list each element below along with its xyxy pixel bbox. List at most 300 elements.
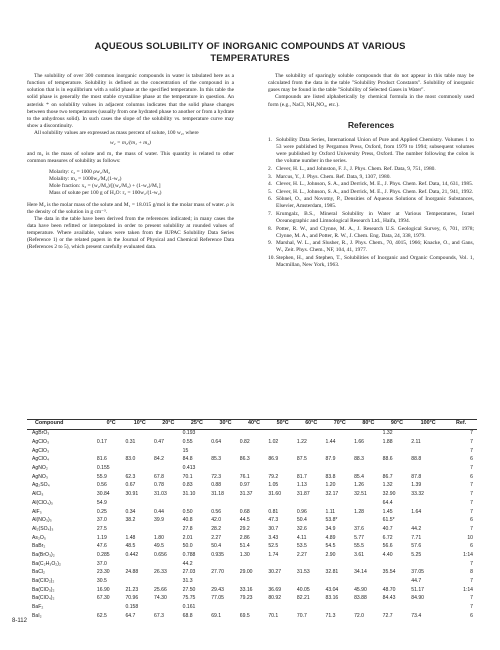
- solubility-cell: 23.30: [96, 569, 110, 576]
- solubility-cell: 42.0: [211, 517, 222, 524]
- solubility-cell: 70.1: [268, 612, 279, 619]
- solubility-cell: [183, 499, 212, 508]
- solubility-cell: 61.5*: [382, 517, 395, 524]
- table-row: [27, 542, 477, 551]
- solubility-cell: 53.5: [296, 543, 307, 550]
- reference-cell: 6: [470, 456, 473, 463]
- solubility-cell: [326, 603, 355, 612]
- solubility-cell: 27.70: [211, 569, 224, 576]
- solubility-cell: 55.9: [96, 473, 107, 480]
- solubility-cell: 28.2: [211, 525, 222, 532]
- solubility-cell: 1.05: [268, 482, 279, 489]
- solubility-cell: [154, 559, 183, 568]
- reference-item: 5. Clever, H. L., Johnson, S. A., and Derrick, M. E., J. Phys. Chem. Ref. Data, 21, 941, 1992.: [268, 188, 474, 195]
- reference-item: 7. Krumgalz, B.S., Mineral Solubility in Water at Various Temperatures, Israel Oceanographic and Limnological Research Ltd., Haifa, 1994.: [268, 210, 474, 224]
- solubility-cell: [411, 429, 445, 438]
- solubility-cell: 76.1: [239, 473, 250, 480]
- reference-cell: 6: [470, 473, 473, 480]
- solubility-cell: 80.92: [268, 595, 282, 602]
- solubility-cell: 48.70: [382, 586, 396, 593]
- solubility-cell: 69.1: [211, 612, 222, 619]
- solubility-cell: 62.3: [125, 473, 136, 480]
- solubility-cell: 88.8: [411, 456, 422, 463]
- solubility-cell: [240, 559, 269, 568]
- solubility-cell: 39.9: [154, 517, 164, 524]
- solubility-cell: 0.155: [96, 465, 110, 472]
- solubility-cell: 2.90: [325, 551, 336, 558]
- table-row: [27, 507, 477, 516]
- solubility-cell: 83.8: [325, 473, 336, 480]
- compound-cell: AgClO₃: [32, 439, 50, 446]
- compound-cell: Ag₂SO₄: [32, 482, 50, 489]
- table-row: [27, 464, 477, 473]
- solubility-cell: [383, 577, 412, 586]
- solubility-cell: 82.21: [296, 595, 310, 602]
- solubility-cell: 1.44: [325, 439, 336, 446]
- table-header-row: [27, 420, 477, 429]
- solubility-cell: [297, 603, 326, 612]
- solubility-cell: [268, 577, 297, 586]
- compound-cell: Al(NO₃)₃: [32, 517, 52, 524]
- solubility-cell: 29.2: [239, 525, 250, 532]
- reference-cell: 7: [470, 595, 473, 602]
- table-row: [27, 438, 477, 447]
- solubility-cell: 1.26: [354, 482, 364, 489]
- table-row: [27, 481, 477, 490]
- solubility-cell: [268, 446, 297, 455]
- solubility-cell: 40.7: [382, 525, 393, 532]
- solubility-cell: 1.74: [268, 551, 279, 558]
- solubility-cell: 31.18: [211, 491, 224, 498]
- solubility-cell: 1.11: [325, 508, 336, 515]
- solubility-cell: 34.9: [325, 525, 336, 532]
- solubility-cell: 67.3: [154, 612, 164, 619]
- solubility-cell: [297, 577, 326, 586]
- solubility-cell: 1.80: [154, 534, 164, 541]
- solubility-cell: 84.8: [182, 456, 193, 463]
- compound-cell: Al(ClO₄)₃: [32, 499, 53, 506]
- solubility-cell: 32.51: [354, 491, 367, 498]
- column-header: 100°C: [420, 420, 436, 426]
- solubility-cell: [354, 446, 383, 455]
- reference-cell: 7: [470, 447, 473, 454]
- reference-cell: 10: [467, 534, 473, 541]
- compound-cell: Ba(BrO₃)₂: [32, 551, 55, 558]
- solubility-cell: 4.11: [296, 534, 307, 541]
- compound-cell: AgBrO₃: [32, 430, 50, 437]
- solubility-cell: 0.68: [239, 508, 250, 515]
- reference-item: 3. Marcus, Y., J. Phys. Chem. Ref. Data, 9, 1307, 1980.: [268, 173, 391, 180]
- solubility-cell: 0.788: [182, 551, 196, 558]
- solubility-cell: 0.285: [96, 551, 110, 558]
- solubility-cell: 44.2: [182, 560, 193, 567]
- table-row: [27, 585, 477, 594]
- solubility-cell: 31.3: [182, 578, 193, 585]
- solubility-cell: 87.9: [325, 456, 336, 463]
- solubility-cell: 72.0: [354, 612, 364, 619]
- solubility-cell: [268, 464, 297, 473]
- solubility-cell: 1.45: [382, 508, 393, 515]
- solubility-cell: [268, 429, 297, 438]
- solubility-cell: [97, 603, 126, 612]
- solubility-cell: 15: [182, 447, 189, 454]
- solubility-cell: 72.3: [211, 473, 222, 480]
- solubility-cell: 87.5: [296, 456, 307, 463]
- solubility-cell: 31.87: [296, 491, 310, 498]
- solubility-cell: 2.27: [211, 534, 222, 541]
- column-header: 10°C: [133, 420, 146, 426]
- solubility-cell: [211, 577, 240, 586]
- reference-item: 2. Clever, H. L., and Johnston, F. J., J. Phys. Chem. Ref. Data, 9, 751, 1980.: [268, 165, 436, 172]
- solubility-cell: 0.17: [96, 439, 107, 446]
- table-row: [27, 533, 477, 542]
- solubility-cell: [383, 559, 412, 568]
- solubility-cell: 0.935: [211, 551, 224, 558]
- solubility-cell: 64.4: [382, 499, 393, 506]
- table-row: [27, 472, 477, 481]
- solubility-cell: 75.75: [182, 595, 196, 602]
- mass-per-water-equation: Mass of solute per 100 g of H₂O: r₂ = 100w₂/(1-w₂): [49, 190, 162, 197]
- solubility-cell: 47.3: [268, 517, 279, 524]
- column-header: 80°C: [362, 420, 375, 426]
- solubility-cell: 0.78: [154, 482, 164, 489]
- solubility-table: [27, 420, 477, 620]
- title-line-1: AQUEOUS SOLUBILITY OF INORGANIC COMPOUNDS AT VARIOUS: [94, 40, 406, 51]
- solubility-cell: 3.61: [354, 551, 364, 558]
- solubility-cell: 51.17: [411, 586, 424, 593]
- solubility-cell: 1.22: [296, 439, 307, 446]
- solubility-cell: 0.44: [154, 508, 164, 515]
- solubility-cell: 1.02: [268, 439, 279, 446]
- solubility-cell: [354, 603, 383, 612]
- reference-cell: 7: [470, 525, 473, 532]
- solubility-cell: 72.7: [382, 612, 393, 619]
- solubility-cell: [240, 446, 269, 455]
- right-column: [268, 73, 474, 270]
- solubility-cell: 32.6: [296, 525, 307, 532]
- solubility-cell: 30.91: [125, 491, 139, 498]
- solubility-cell: [326, 446, 355, 455]
- solubility-cell: [268, 559, 297, 568]
- solubility-cell: [125, 559, 154, 568]
- compound-cell: AgNO₃: [32, 473, 48, 480]
- solubility-cell: 38.2: [125, 517, 136, 524]
- solubility-cell: 1.30: [239, 551, 250, 558]
- solubility-cell: [297, 429, 326, 438]
- solubility-cell: 0.96: [296, 508, 307, 515]
- solubility-cell: [354, 577, 383, 586]
- solubility-cell: 2.27: [296, 551, 307, 558]
- solubility-cell: 0.47: [154, 439, 164, 446]
- compound-cell: BaF₂: [32, 604, 44, 611]
- solubility-cell: 30.84: [96, 491, 110, 498]
- column-header: 70°C: [333, 420, 346, 426]
- reference-cell: 7: [470, 482, 473, 489]
- solubility-cell: 27.03: [182, 569, 196, 576]
- solubility-cell: 1.28: [354, 508, 364, 515]
- reference-cell: 7: [470, 465, 473, 472]
- solubility-cell: 31.37: [239, 491, 253, 498]
- mass-percent-paragraph: All solubility values are expressed as mass percent of solute, 100 w₂, where: [34, 130, 199, 137]
- solubility-cell: [411, 446, 445, 455]
- solubility-cell: [297, 464, 326, 473]
- solubility-cell: 57.6: [411, 543, 422, 550]
- solubility-cell: [326, 429, 355, 438]
- solubility-cell: [154, 577, 183, 586]
- reference-cell: 7: [470, 604, 473, 611]
- solubility-cell: 31.03: [154, 491, 167, 498]
- solubility-cell: [354, 429, 383, 438]
- solubility-cell: 79.2: [268, 473, 279, 480]
- solubility-cell: 51.4: [239, 543, 250, 550]
- solubility-cell: 50.0: [182, 543, 193, 550]
- solubility-cell: 0.193: [182, 430, 196, 437]
- solubility-cell: 2.86: [239, 534, 250, 541]
- solubility-cell: [411, 464, 445, 473]
- reference-cell: 1:14: [463, 586, 473, 593]
- references-list: [268, 137, 474, 269]
- solubility-cell: [154, 464, 183, 473]
- table-row: [27, 516, 477, 525]
- solubility-cell: 44.5: [239, 517, 250, 524]
- mole-fraction-equation: Mole fraction: x₂ = (w₂/M₂)/[(w₂/M₂) + (1-w₂)/M₁]: [49, 183, 161, 190]
- intro-paragraph: The solubility of over 300 common inorganic compounds in water is tabulated here as a function of temperature. Solubility is defined as the concentration of the compound in a solution that is in equilibrium with a solid phase at the specified temperature. In this table the solid phase is generally the most stable crystalline phase at the temperature in question. An asterisk * on solubility values in adjacent columns indicates that the solid phase changes between those two temperatures (usually from one hydrated phase to another or from a hydrate to the anhydrous solid). In such cases the slope of the solubility vs. temperature curve may show a discontinuity.: [27, 73, 234, 130]
- solubility-cell: [354, 464, 383, 473]
- solubility-cell: [211, 603, 240, 612]
- solubility-cell: 84.90: [411, 595, 424, 602]
- solubility-cell: [240, 499, 269, 508]
- solubility-cell: 27.50: [182, 586, 196, 593]
- solubility-cell: 77.05: [211, 595, 224, 602]
- reference-item: 8. Potter, R. W., and Clynne, M. A., J. Research U.S. Geological Survey, 6, 701, 1978; Clynne, M. A., and Potter, R. W., J. Chem. Eng. Data, 24, 338, 1979.: [268, 225, 474, 239]
- solubility-cell: 54.5: [325, 543, 336, 550]
- title-line-2: TEMPERATURES: [210, 52, 290, 63]
- reference-item: 4. Clever, H. L., Johnson, S. A., and Derrick, M. E., J. Phys. Chem. Ref. Data, 14, 631, 1985.: [268, 181, 474, 188]
- solubility-cell: [125, 525, 154, 534]
- compound-cell: AlCl₃: [32, 491, 44, 498]
- solubility-cell: [354, 499, 383, 508]
- solubility-cell: [125, 429, 154, 438]
- solubility-cell: 50.4: [211, 543, 222, 550]
- column-header: 60°C: [305, 420, 318, 426]
- solubility-cell: [383, 464, 412, 473]
- reference-item: 1. Solubility Data Series, International Union of Pure and Applied Chemistry. Volumes 1 to 53 were published by Pergamon Press, Oxford, from 1979 to 1994; subsequent volumes were published by Oxford University Press, Oxford. The number following the colon is the volume number in the series.: [268, 136, 474, 165]
- relation-paragraph: and m₂ is the mass of solute and m₁ the mass of water. This quantity is related to other common measures of solubility as follows:: [27, 150, 234, 164]
- conversion-equations: [49, 169, 234, 198]
- solubility-cell: [154, 499, 183, 508]
- solubility-cell: 32.81: [325, 569, 339, 576]
- solubility-cell: 68.8: [182, 612, 193, 619]
- solubility-cell: [326, 499, 355, 508]
- solubility-cell: [240, 577, 269, 586]
- table-row: [27, 603, 477, 612]
- column-header: Ref.: [455, 420, 467, 426]
- reference-cell: 7: [470, 491, 473, 498]
- molar-mass-paragraph: Here M₂ is the molar mass of the solute and M₁ = 18.015 g/mol is the molar mass of water. ρ is the density of the solution in g cm⁻³.: [27, 201, 234, 215]
- solubility-cell: 86.9: [268, 456, 279, 463]
- solubility-cell: 30.7: [268, 525, 279, 532]
- solubility-cell: 30.5: [96, 578, 107, 585]
- solubility-cell: 43.04: [325, 586, 339, 593]
- solubility-cell: 25.66: [154, 586, 167, 593]
- solubility-cell: 0.158: [125, 604, 139, 611]
- reference-cell: 7: [470, 508, 473, 515]
- solubility-cell: [240, 464, 269, 473]
- solubility-cell: 1.13: [296, 482, 307, 489]
- solubility-cell: 45.90: [354, 586, 367, 593]
- column-header: 25°C: [190, 420, 203, 426]
- solubility-cell: 74.30: [154, 595, 167, 602]
- solubility-cell: 54.9: [96, 499, 107, 506]
- solubility-cell: 30.27: [268, 569, 282, 576]
- solubility-cell: 40.05: [296, 586, 310, 593]
- table-row: [27, 594, 477, 603]
- solubility-cell: 84.2: [154, 456, 164, 463]
- solubility-cell: 2.01: [182, 534, 193, 541]
- compound-cell: AgNO₂: [32, 465, 48, 472]
- table-row: [27, 446, 477, 455]
- solubility-cell: [125, 577, 154, 586]
- solubility-cell: 16.90: [96, 586, 110, 593]
- references-heading: References: [347, 119, 395, 130]
- solubility-cell: 1.20: [325, 482, 336, 489]
- solubility-cell: 86.3: [239, 456, 250, 463]
- solubility-cell: [268, 499, 297, 508]
- solubility-cell: 70.7: [296, 612, 307, 619]
- reference-cell: 7: [470, 499, 473, 506]
- solubility-cell: 0.83: [182, 482, 193, 489]
- solubility-cell: 44.2: [411, 525, 422, 532]
- solubility-cell: [326, 577, 355, 586]
- solubility-cell: 0.442: [125, 551, 139, 558]
- reference-cell: 6: [470, 517, 473, 524]
- reference-cell: 8: [470, 569, 473, 576]
- column-header: 0°C: [106, 420, 116, 426]
- molarity-equation: Molarity: c₂ = 1000 ρw₂/M₂: [49, 168, 111, 175]
- solubility-cell: 1.39: [411, 482, 422, 489]
- reference-item: 10. Stephen, H., and Stephen, T., Solubilities of Inorganic and Organic Compounds, Vol. 1, Macmillan, New York, 1963.: [268, 254, 474, 269]
- solubility-cell: 70.96: [125, 595, 139, 602]
- solubility-cell: 50.4: [296, 517, 307, 524]
- solubility-cell: [211, 446, 240, 455]
- data-sources-paragraph: The data in the table have been derived from the references indicated; in many cases the data have been refitted or interpolated in order to present solubility at rounded values of temperature. Where available, values were taken from the IUPAC Solubility Data Series (Reference 1) or the related papers in the Journal of Physical and Chemical Reference Data (References 2 to 5), which present carefully evaluated data.: [27, 215, 234, 251]
- table-row: [27, 525, 477, 534]
- compound-cell: Ba(ClO₃)₂: [32, 586, 55, 593]
- solubility-cell: 73.4: [411, 612, 422, 619]
- table-row: [27, 551, 477, 560]
- solubility-cell: 36.69: [268, 586, 282, 593]
- page-number: 8-112: [12, 618, 27, 624]
- solubility-cell: [383, 446, 412, 455]
- solubility-cell: 88.6: [382, 456, 393, 463]
- solubility-cell: [411, 603, 445, 612]
- page-title: [60, 40, 440, 64]
- table-row: [27, 490, 477, 499]
- solubility-cell: 24.88: [125, 569, 139, 576]
- table-row: [27, 568, 477, 577]
- solubility-cell: [411, 499, 445, 508]
- solubility-cell: 0.656: [154, 551, 167, 558]
- solubility-cell: [268, 603, 297, 612]
- solubility-cell: 79.23: [239, 595, 253, 602]
- solubility-cell: 33.16: [239, 586, 253, 593]
- compound-cell: BaCl₂: [32, 569, 46, 576]
- table-row: [27, 559, 477, 568]
- solubility-cell: 49.5: [154, 543, 164, 550]
- solubility-cell: 69.5: [239, 612, 250, 619]
- solubility-cell: 1.48: [125, 534, 136, 541]
- reference-cell: 7: [470, 430, 473, 437]
- reference-cell: 6: [470, 612, 473, 619]
- reference-cell: 6: [470, 543, 473, 550]
- solubility-cell: 84.43: [382, 595, 396, 602]
- solubility-cell: [97, 429, 126, 438]
- solubility-cell: 0.97: [239, 482, 250, 489]
- compound-cell: Al₂(SO₄)₃: [32, 525, 54, 532]
- solubility-cell: 81.7: [296, 473, 307, 480]
- solubility-cell: [154, 429, 183, 438]
- reference-cell: 7: [470, 578, 473, 585]
- solubility-cell: 47.6: [96, 543, 107, 550]
- compound-cell: BaI₂: [32, 612, 42, 619]
- solubility-cell: 31.53: [296, 569, 310, 576]
- solubility-cell: 0.25: [96, 508, 107, 515]
- solubility-cell: 0.81: [268, 508, 279, 515]
- solubility-cell: 5.25: [411, 551, 422, 558]
- solubility-cell: 31.60: [268, 491, 282, 498]
- column-header: 90°C: [390, 420, 403, 426]
- ordering-paragraph: Compounds are listed alphabetically by chemical formula in the most commonly used form (e.g., NaCl, NH₄NO₃, etc.).: [268, 94, 474, 108]
- solubility-cell: 1.88: [382, 439, 393, 446]
- solubility-cell: 0.161: [182, 604, 196, 611]
- solubility-cell: 37.05: [411, 569, 424, 576]
- solubility-cell: 31.10: [182, 491, 196, 498]
- solubility-cell: 32.17: [325, 491, 339, 498]
- solubility-cell: [411, 516, 445, 525]
- solubility-cell: [211, 464, 240, 473]
- solubility-cell: 1.66: [354, 439, 364, 446]
- solubility-cell: 67.30: [96, 595, 110, 602]
- solubility-cell: [326, 559, 355, 568]
- solubility-cell: 0.56: [96, 482, 107, 489]
- solubility-cell: 1.64: [411, 508, 422, 515]
- solubility-cell: 27.8: [182, 525, 193, 532]
- reference-item: 9. Marshal, W. L., and Slusher, R., J. Phys. Chem., 70, 4015, 1966; Knacke, O., and Gans, W., Zeit. Phys. Chem., NF, 104, 41, 1977.: [268, 240, 474, 254]
- column-header: 30°C: [219, 420, 232, 426]
- solubility-cell: [411, 559, 445, 568]
- solubility-cell: 48.5: [125, 543, 136, 550]
- solubility-cell: [211, 499, 240, 508]
- solubility-cell: 37.0: [96, 517, 107, 524]
- solubility-cell: [297, 499, 326, 508]
- solubility-cell: [383, 603, 412, 612]
- solubility-cell: 26.33: [154, 569, 167, 576]
- solubility-cell: 1.19: [96, 534, 107, 541]
- table-row: [27, 429, 477, 438]
- solubility-cell: 0.55: [182, 439, 193, 446]
- solubility-cell: [154, 525, 183, 534]
- solubility-cell: 0.56: [211, 508, 222, 515]
- solubility-cell: 0.88: [211, 482, 222, 489]
- compound-cell: AgClO₄: [32, 456, 50, 463]
- solubility-cell: 62.5: [96, 612, 107, 619]
- compound-cell: Ba(ClO₄)₂: [32, 595, 55, 602]
- solubility-cell: 55.5: [354, 543, 364, 550]
- solubility-cell: 0.34: [125, 508, 136, 515]
- solubility-cell: [240, 429, 269, 438]
- solubility-cell: 4.40: [382, 551, 393, 558]
- solubility-cell: 1.32: [382, 430, 393, 437]
